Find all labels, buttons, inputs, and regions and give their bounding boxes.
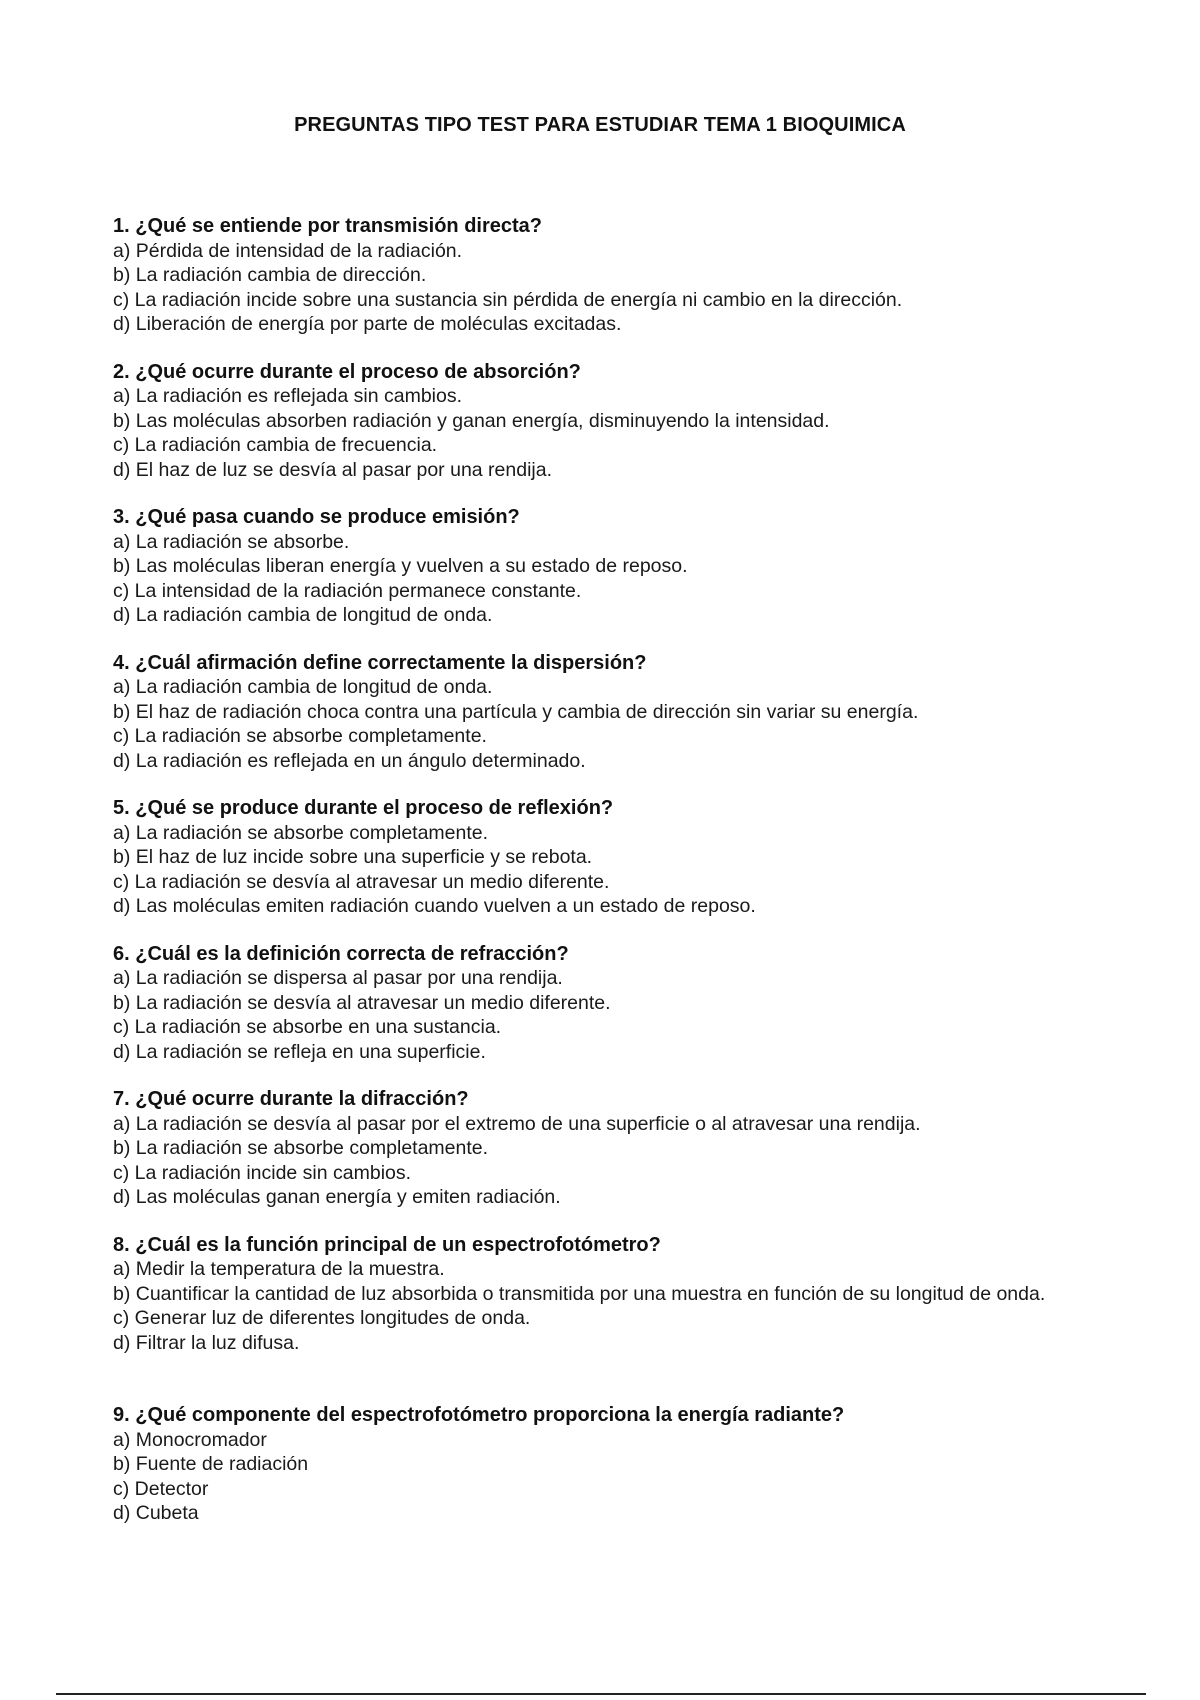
- answer-option-d: d) Las moléculas ganan energía y emiten radiación.: [113, 1186, 561, 1208]
- question-title: 6. ¿Cuál es la definición correcta de refracción?: [113, 942, 569, 965]
- answer-option-b: b) El haz de radiación choca contra una partícula y cambia de dirección sin variar su energía.: [113, 700, 919, 723]
- answer-option-d: d) La radiación cambia de longitud de onda.: [113, 604, 493, 626]
- question-title: 3. ¿Qué pasa cuando se produce emisión?: [113, 506, 520, 528]
- answer-option-c: c) La radiación incide sobre una sustancia sin pérdida de energía ni cambio en la dirección.: [113, 288, 903, 311]
- answer-option-c: c) La radiación se desvía al atravesar un medio diferente.: [113, 870, 610, 893]
- answer-option-b: b) Fuente de radiación: [113, 1453, 309, 1475]
- answer-option-d: d) Cubeta: [113, 1502, 199, 1524]
- answer-option-a: a) La radiación se dispersa al pasar por una rendija.: [113, 967, 563, 989]
- question-title: 2. ¿Qué ocurre durante el proceso de absorción?: [113, 360, 581, 383]
- question-9: [113, 1403, 1073, 1526]
- question-title: 5. ¿Qué se produce durante el proceso de reflexión?: [113, 797, 614, 819]
- answer-options: [113, 239, 1073, 337]
- answer-option-b: b) La radiación cambia de dirección.: [113, 264, 427, 286]
- answer-option-a: a) La radiación se absorbe completamente.: [113, 821, 489, 844]
- answer-options: [113, 1257, 1073, 1355]
- answer-option-a: a) Monocromador: [113, 1428, 267, 1451]
- answer-option-c: c) Detector: [113, 1477, 209, 1500]
- answer-option-b: b) Cuantificar la cantidad de luz absorbida o transmitida por una muestra en función de su longitud de onda.: [113, 1282, 1046, 1305]
- page-bottom-divider: [56, 1693, 1146, 1695]
- question-title: 7. ¿Qué ocurre durante la difracción?: [113, 1088, 469, 1110]
- answer-option-d: d) Las moléculas emiten radiación cuando vuelven a un estado de reposo.: [113, 895, 756, 917]
- answer-option-c: c) La radiación incide sin cambios.: [113, 1161, 412, 1184]
- question-title: 4. ¿Cuál afirmación define correctamente la dispersión?: [113, 651, 647, 674]
- answer-options: [113, 966, 1073, 1064]
- question-title: 1. ¿Qué se entiende por transmisión directa?: [113, 215, 542, 237]
- answer-options: [113, 384, 1073, 482]
- question-1: [113, 214, 1073, 337]
- question-6: [113, 942, 1073, 1065]
- answer-option-c: c) Generar luz de diferentes longitudes de onda.: [113, 1307, 531, 1329]
- answer-option-b: b) Las moléculas absorben radiación y ganan energía, disminuyendo la intensidad.: [113, 409, 830, 432]
- question-title: 9. ¿Qué componente del espectrofotómetro proporciona la energía radiante?: [113, 1404, 845, 1426]
- question-4: [113, 651, 1073, 774]
- answer-options: [113, 1112, 1073, 1210]
- question-5: [113, 796, 1073, 919]
- question-7: [113, 1087, 1073, 1210]
- answer-option-d: d) La radiación se refleja en una superficie.: [113, 1040, 486, 1063]
- answer-option-c: c) La radiación cambia de frecuencia.: [113, 434, 438, 456]
- answer-option-d: d) El haz de luz se desvía al pasar por una rendija.: [113, 458, 553, 481]
- answer-option-b: b) El haz de luz incide sobre una superficie y se rebota.: [113, 846, 593, 868]
- answer-option-a: a) La radiación se desvía al pasar por el extremo de una superficie o al atravesar una rendija.: [113, 1112, 921, 1135]
- answer-option-d: d) Liberación de energía por parte de moléculas excitadas.: [113, 313, 622, 335]
- answer-option-a: a) Medir la temperatura de la muestra.: [113, 1258, 445, 1280]
- question-title: 8. ¿Cuál es la función principal de un espectrofotómetro?: [113, 1233, 661, 1256]
- answer-option-a: a) La radiación se absorbe.: [113, 530, 350, 553]
- answer-option-b: b) La radiación se absorbe completamente.: [113, 1137, 489, 1159]
- answer-option-c: c) La radiación se absorbe completamente.: [113, 725, 487, 747]
- answer-options: [113, 530, 1073, 628]
- question-2: [113, 360, 1073, 483]
- answer-options: [113, 1428, 1073, 1526]
- answer-option-d: d) Filtrar la luz difusa.: [113, 1331, 300, 1354]
- question-3: [113, 505, 1073, 628]
- answer-options: [113, 821, 1073, 919]
- answer-options: [113, 675, 1073, 773]
- answer-option-a: a) Pérdida de intensidad de la radiación.: [113, 239, 463, 262]
- answer-option-b: b) Las moléculas liberan energía y vuelven a su estado de reposo.: [113, 555, 688, 577]
- answer-option-c: c) La radiación se absorbe en una sustancia.: [113, 1016, 502, 1038]
- answer-option-a: a) La radiación cambia de longitud de onda.: [113, 676, 493, 698]
- answer-option-b: b) La radiación se desvía al atravesar un medio diferente.: [113, 991, 611, 1014]
- question-8: [113, 1233, 1073, 1356]
- answer-option-c: c) La intensidad de la radiación permanece constante.: [113, 579, 582, 602]
- page-title: PREGUNTAS TIPO TEST PARA ESTUDIAR TEMA 1 BIOQUIMICA: [294, 114, 906, 136]
- answer-option-d: d) La radiación es reflejada en un ángulo determinado.: [113, 749, 586, 772]
- answer-option-a: a) La radiación es reflejada sin cambios.: [113, 385, 463, 407]
- question-list: [113, 214, 1073, 1549]
